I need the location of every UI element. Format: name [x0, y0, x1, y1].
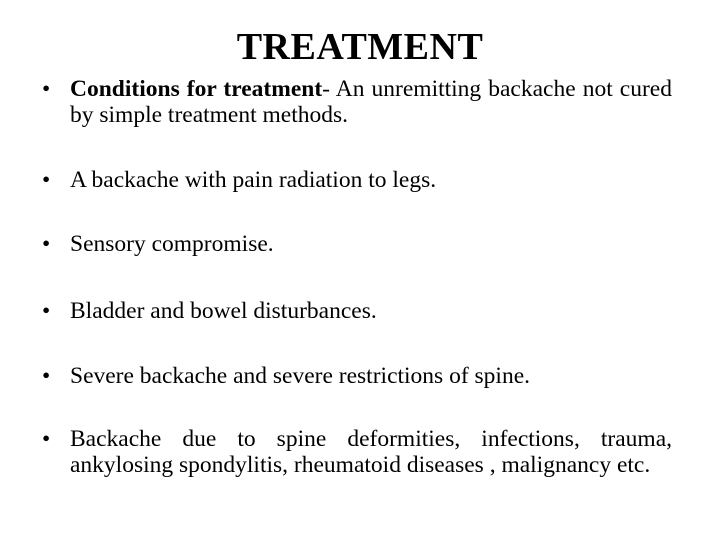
bullet-text — [70, 167, 672, 193]
bullet-text — [70, 76, 672, 128]
bullet-text — [70, 231, 672, 257]
list-item — [42, 426, 672, 478]
list-item — [42, 167, 672, 193]
list-item — [42, 76, 672, 128]
bullet-marker: • — [42, 298, 51, 324]
bullet-marker: • — [42, 76, 51, 102]
bullet-marker: • — [42, 167, 51, 193]
bullet-text — [70, 298, 672, 324]
page-title: TREATMENT — [236, 26, 484, 68]
bullet-text — [70, 363, 672, 389]
bullet-body: A backache with pain radiation to legs. — [70, 167, 437, 193]
bullet-body: - An unremitting backache not cured by simple treatment methods. — [70, 76, 672, 128]
bullet-body: Sensory compromise. — [70, 231, 274, 257]
bullet-marker: • — [42, 426, 51, 452]
bullet-marker: • — [42, 231, 51, 257]
bullet-body: Severe backache and severe restrictions of spine. — [70, 363, 531, 389]
bullet-body: Bladder and bowel disturbances. — [70, 298, 377, 324]
bullet-lead: Conditions for treatment — [70, 76, 323, 102]
bullet-marker: • — [42, 363, 51, 389]
bullet-text — [70, 426, 672, 478]
list-item — [42, 298, 672, 324]
list-item — [42, 231, 672, 257]
list-item — [42, 363, 672, 389]
bullet-body: Backache due to spine deformities, infections, trauma, ankylosing spondylitis, rheumatoid diseases , malignancy etc. — [70, 426, 672, 478]
